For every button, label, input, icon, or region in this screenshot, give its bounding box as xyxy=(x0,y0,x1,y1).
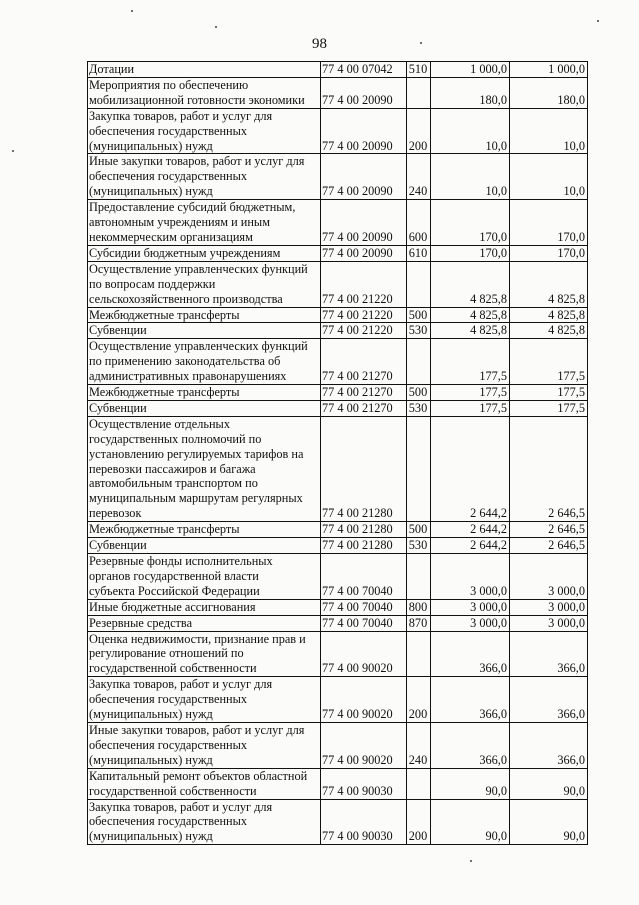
row-amount-year2-cell: 366,0 xyxy=(510,631,588,677)
row-amount-year1-cell: 2 644,2 xyxy=(431,416,510,521)
budget-table-body xyxy=(88,62,588,845)
row-amount-year2-cell: 3 000,0 xyxy=(510,554,588,600)
row-code-cell: 77 4 00 20090 xyxy=(321,200,407,246)
row-name-cell: Субвенции xyxy=(88,323,321,339)
row-code-cell: 77 4 00 90030 xyxy=(321,799,407,845)
row-code-cell: 77 4 00 07042 xyxy=(321,62,407,78)
table-row xyxy=(88,768,588,799)
row-expense-type-cell: 800 xyxy=(407,599,431,615)
row-name-cell: Капитальный ремонт объектов областной государственной собственности xyxy=(88,768,321,799)
row-amount-year1-cell: 3 000,0 xyxy=(431,554,510,600)
row-amount-year1-cell: 170,0 xyxy=(431,245,510,261)
row-expense-type-cell: 500 xyxy=(407,307,431,323)
row-code-cell: 77 4 00 70040 xyxy=(321,615,407,631)
row-amount-year2-cell: 170,0 xyxy=(510,200,588,246)
row-code-cell: 77 4 00 20090 xyxy=(321,154,407,200)
row-name-cell: Осуществление управленческих функций по применению законодательства об административных правонарушениях xyxy=(88,339,321,385)
row-amount-year2-cell: 3 000,0 xyxy=(510,615,588,631)
row-amount-year2-cell: 2 646,5 xyxy=(510,416,588,521)
row-amount-year1-cell: 170,0 xyxy=(431,200,510,246)
table-row xyxy=(88,261,588,307)
row-name-cell: Субсидии бюджетным учреждениям xyxy=(88,245,321,261)
row-amount-year2-cell: 4 825,8 xyxy=(510,261,588,307)
table-row xyxy=(88,416,588,521)
row-amount-year1-cell: 2 644,2 xyxy=(431,522,510,538)
row-name-cell: Межбюджетные трансферты xyxy=(88,522,321,538)
row-amount-year1-cell: 177,5 xyxy=(431,339,510,385)
row-amount-year2-cell: 177,5 xyxy=(510,400,588,416)
table-row xyxy=(88,154,588,200)
row-amount-year2-cell: 10,0 xyxy=(510,108,588,154)
row-code-cell: 77 4 00 20090 xyxy=(321,108,407,154)
row-name-cell: Иные закупки товаров, работ и услуг для обеспечения государственных (муниципальных) нужд xyxy=(88,154,321,200)
row-expense-type-cell: 530 xyxy=(407,323,431,339)
row-name-cell: Предоставление субсидий бюджетным, автономным учреждениям и иным некоммерческим организациям xyxy=(88,200,321,246)
table-row xyxy=(88,538,588,554)
row-amount-year1-cell: 10,0 xyxy=(431,154,510,200)
row-expense-type-cell xyxy=(407,416,431,521)
row-name-cell: Дотации xyxy=(88,62,321,78)
table-row xyxy=(88,400,588,416)
row-amount-year1-cell: 90,0 xyxy=(431,768,510,799)
row-name-cell: Межбюджетные трансферты xyxy=(88,307,321,323)
row-code-cell: 77 4 00 21270 xyxy=(321,400,407,416)
row-amount-year2-cell: 366,0 xyxy=(510,677,588,723)
row-expense-type-cell: 610 xyxy=(407,245,431,261)
row-name-cell: Иные бюджетные ассигнования xyxy=(88,599,321,615)
scan-speck xyxy=(420,42,422,44)
row-name-cell: Субвенции xyxy=(88,400,321,416)
row-amount-year1-cell: 10,0 xyxy=(431,108,510,154)
row-name-cell: Осуществление отдельных государственных полномочий по установлению регулируемых тарифов на перевозки пассажиров и багажа автомобильным транспортом по муниципальным маршрутам регулярных перевозок xyxy=(88,416,321,521)
row-expense-type-cell: 240 xyxy=(407,154,431,200)
row-name-cell: Осуществление управленческих функций по вопросам поддержки сельскохозяйственного производства xyxy=(88,261,321,307)
row-code-cell: 77 4 00 21270 xyxy=(321,385,407,401)
row-amount-year2-cell: 4 825,8 xyxy=(510,323,588,339)
table-row xyxy=(88,631,588,677)
row-code-cell: 77 4 00 20090 xyxy=(321,77,407,108)
row-expense-type-cell: 870 xyxy=(407,615,431,631)
table-row xyxy=(88,323,588,339)
scan-speck xyxy=(470,860,472,862)
row-name-cell: Резервные фонды исполнительных органов государственной власти субъекта Российской Федерации xyxy=(88,554,321,600)
row-expense-type-cell: 200 xyxy=(407,108,431,154)
table-row xyxy=(88,77,588,108)
row-amount-year2-cell: 177,5 xyxy=(510,385,588,401)
scan-speck xyxy=(131,10,133,12)
page-number: 98 xyxy=(312,36,327,52)
row-code-cell: 77 4 00 21220 xyxy=(321,307,407,323)
table-row xyxy=(88,339,588,385)
row-expense-type-cell xyxy=(407,77,431,108)
row-code-cell: 77 4 00 21220 xyxy=(321,323,407,339)
row-amount-year1-cell: 90,0 xyxy=(431,799,510,845)
scan-speck xyxy=(215,26,217,28)
row-amount-year2-cell: 170,0 xyxy=(510,245,588,261)
row-amount-year1-cell: 1 000,0 xyxy=(431,62,510,78)
row-name-cell: Субвенции xyxy=(88,538,321,554)
row-amount-year1-cell: 4 825,8 xyxy=(431,307,510,323)
table-row xyxy=(88,615,588,631)
row-code-cell: 77 4 00 90020 xyxy=(321,722,407,768)
row-amount-year1-cell: 4 825,8 xyxy=(431,323,510,339)
row-amount-year2-cell: 10,0 xyxy=(510,154,588,200)
row-amount-year2-cell: 3 000,0 xyxy=(510,599,588,615)
table-row xyxy=(88,385,588,401)
table-row xyxy=(88,677,588,723)
row-code-cell: 77 4 00 21220 xyxy=(321,261,407,307)
row-code-cell: 77 4 00 21280 xyxy=(321,522,407,538)
row-name-cell: Резервные средства xyxy=(88,615,321,631)
row-expense-type-cell xyxy=(407,339,431,385)
row-name-cell: Закупка товаров, работ и услуг для обеспечения государственных (муниципальных) нужд xyxy=(88,108,321,154)
row-expense-type-cell: 530 xyxy=(407,538,431,554)
row-expense-type-cell: 500 xyxy=(407,385,431,401)
row-expense-type-cell xyxy=(407,261,431,307)
row-amount-year2-cell: 2 646,5 xyxy=(510,538,588,554)
row-amount-year2-cell: 2 646,5 xyxy=(510,522,588,538)
scan-speck xyxy=(597,20,599,22)
row-amount-year1-cell: 4 825,8 xyxy=(431,261,510,307)
row-amount-year2-cell: 180,0 xyxy=(510,77,588,108)
row-amount-year1-cell: 366,0 xyxy=(431,631,510,677)
row-expense-type-cell xyxy=(407,631,431,677)
row-expense-type-cell: 240 xyxy=(407,722,431,768)
row-amount-year1-cell: 177,5 xyxy=(431,400,510,416)
row-amount-year1-cell: 177,5 xyxy=(431,385,510,401)
row-amount-year1-cell: 366,0 xyxy=(431,722,510,768)
budget-table xyxy=(87,61,588,845)
scan-speck xyxy=(12,150,14,152)
row-expense-type-cell: 530 xyxy=(407,400,431,416)
row-amount-year1-cell: 3 000,0 xyxy=(431,615,510,631)
row-name-cell: Мероприятия по обеспечению мобилизационной готовности экономики xyxy=(88,77,321,108)
table-row xyxy=(88,554,588,600)
row-code-cell: 77 4 00 20090 xyxy=(321,245,407,261)
row-amount-year2-cell: 1 000,0 xyxy=(510,62,588,78)
row-amount-year2-cell: 90,0 xyxy=(510,799,588,845)
row-name-cell: Оценка недвижимости, признание прав и регулирование отношений по государственной собственности xyxy=(88,631,321,677)
row-expense-type-cell: 600 xyxy=(407,200,431,246)
row-name-cell: Закупка товаров, работ и услуг для обеспечения государственных (муниципальных) нужд xyxy=(88,677,321,723)
table-row xyxy=(88,62,588,78)
table-row xyxy=(88,108,588,154)
row-amount-year1-cell: 3 000,0 xyxy=(431,599,510,615)
table-row xyxy=(88,799,588,845)
row-code-cell: 77 4 00 70040 xyxy=(321,554,407,600)
table-row xyxy=(88,599,588,615)
row-amount-year1-cell: 180,0 xyxy=(431,77,510,108)
table-row xyxy=(88,245,588,261)
row-amount-year1-cell: 366,0 xyxy=(431,677,510,723)
row-code-cell: 77 4 00 90020 xyxy=(321,631,407,677)
row-code-cell: 77 4 00 21280 xyxy=(321,416,407,521)
row-expense-type-cell xyxy=(407,768,431,799)
row-code-cell: 77 4 00 90020 xyxy=(321,677,407,723)
table-row xyxy=(88,307,588,323)
table-row xyxy=(88,200,588,246)
table-row xyxy=(88,722,588,768)
table-row xyxy=(88,522,588,538)
row-code-cell: 77 4 00 90030 xyxy=(321,768,407,799)
row-code-cell: 77 4 00 21280 xyxy=(321,538,407,554)
row-expense-type-cell: 500 xyxy=(407,522,431,538)
row-amount-year2-cell: 177,5 xyxy=(510,339,588,385)
row-name-cell: Закупка товаров, работ и услуг для обеспечения государственных (муниципальных) нужд xyxy=(88,799,321,845)
row-amount-year1-cell: 2 644,2 xyxy=(431,538,510,554)
row-name-cell: Межбюджетные трансферты xyxy=(88,385,321,401)
row-amount-year2-cell: 90,0 xyxy=(510,768,588,799)
row-expense-type-cell xyxy=(407,554,431,600)
row-code-cell: 77 4 00 21270 xyxy=(321,339,407,385)
row-code-cell: 77 4 00 70040 xyxy=(321,599,407,615)
row-expense-type-cell: 200 xyxy=(407,677,431,723)
row-name-cell: Иные закупки товаров, работ и услуг для обеспечения государственных (муниципальных) нужд xyxy=(88,722,321,768)
row-expense-type-cell: 510 xyxy=(407,62,431,78)
row-amount-year2-cell: 366,0 xyxy=(510,722,588,768)
row-amount-year2-cell: 4 825,8 xyxy=(510,307,588,323)
row-expense-type-cell: 200 xyxy=(407,799,431,845)
